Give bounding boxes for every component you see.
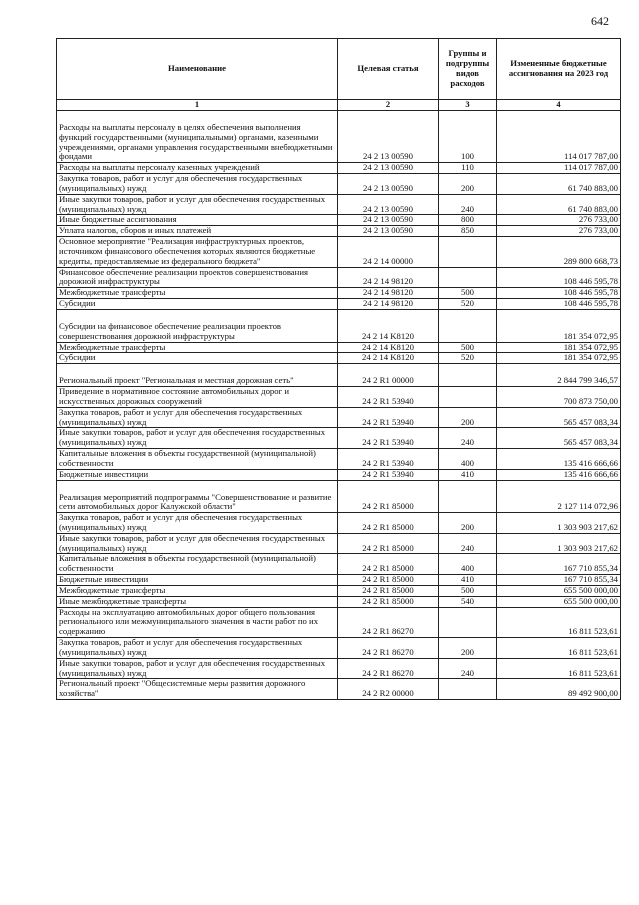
row-target-code: 24 2 14 98120 <box>338 267 439 288</box>
row-target-code: 24 2 R1 53940 <box>338 387 439 408</box>
row-target-code: 24 2 R1 85000 <box>338 554 439 575</box>
table-row <box>57 575 621 586</box>
row-target-code: 24 2 13 00590 <box>338 194 439 215</box>
row-name: Реализация мероприятий подпрограммы "Совершенствование и развитие сети автомобильных дорог Калужской области" <box>57 480 338 513</box>
row-amount: 565 457 083,34 <box>497 407 621 428</box>
row-target-code: 24 2 R1 00000 <box>338 364 439 387</box>
header-code: Целевая статья <box>338 39 439 100</box>
row-target-code: 24 2 14 00000 <box>338 237 439 267</box>
row-amount: 61 740 883,00 <box>497 174 621 195</box>
row-expense-group: 200 <box>439 174 497 195</box>
row-expense-group <box>439 480 497 513</box>
row-amount: 276 733,00 <box>497 226 621 237</box>
row-amount: 2 127 114 072,96 <box>497 480 621 513</box>
row-amount: 655 500 000,00 <box>497 585 621 596</box>
row-expense-group: 240 <box>439 533 497 554</box>
row-name: Уплата налогов, сборов и иных платежей <box>57 226 338 237</box>
table-row <box>57 407 621 428</box>
column-number: 2 <box>338 100 439 111</box>
row-name: Расходы на выплаты персоналу в целях обеспечения выполнения функций государственными (муниципальными) органами, казенными учреждениями, органами управления государственными внебюджетными фондами <box>57 111 338 163</box>
table-row <box>57 428 621 449</box>
row-amount: 1 303 903 217,62 <box>497 513 621 534</box>
table-row <box>57 513 621 534</box>
row-name: Субсидии <box>57 353 338 364</box>
row-amount: 108 446 595,78 <box>497 299 621 310</box>
table-row <box>57 533 621 554</box>
row-expense-group: 520 <box>439 353 497 364</box>
row-expense-group <box>439 309 497 342</box>
row-expense-group: 540 <box>439 596 497 607</box>
row-expense-group: 850 <box>439 226 497 237</box>
row-amount: 61 740 883,00 <box>497 194 621 215</box>
budget-table <box>56 38 621 700</box>
table-row <box>57 288 621 299</box>
row-expense-group <box>439 364 497 387</box>
row-amount: 135 416 666,66 <box>497 469 621 480</box>
row-name: Региональный проект "Общесистемные меры развития дорожного хозяйства" <box>57 679 338 700</box>
row-expense-group: 240 <box>439 194 497 215</box>
row-amount: 167 710 855,34 <box>497 554 621 575</box>
row-name: Финансовое обеспечение реализации проектов совершенствования дорожной инфраструктуры <box>57 267 338 288</box>
table-row <box>57 163 621 174</box>
header-group: Группы и подгруппы видов расходов <box>439 39 497 100</box>
row-name: Расходы на эксплуатацию автомобильных дорог общего пользования регионального или межмуниципального значения в части работ по их содержанию <box>57 607 338 637</box>
column-number: 1 <box>57 100 338 111</box>
row-name: Бюджетные инвестиции <box>57 575 338 586</box>
column-number: 3 <box>439 100 497 111</box>
table-row <box>57 364 621 387</box>
row-amount: 114 017 787,00 <box>497 111 621 163</box>
table-row <box>57 387 621 408</box>
row-name: Субсидии на финансовое обеспечение реализации проектов совершенствования дорожной инфраструктуры <box>57 309 338 342</box>
row-expense-group: 400 <box>439 449 497 470</box>
row-target-code: 24 2 13 00590 <box>338 174 439 195</box>
row-target-code: 24 2 R1 85000 <box>338 513 439 534</box>
table-row <box>57 215 621 226</box>
row-target-code: 24 2 R1 85000 <box>338 596 439 607</box>
row-expense-group: 200 <box>439 513 497 534</box>
row-expense-group: 110 <box>439 163 497 174</box>
table-row <box>57 596 621 607</box>
row-target-code: 24 2 13 00590 <box>338 226 439 237</box>
row-expense-group <box>439 607 497 637</box>
row-amount: 108 446 595,78 <box>497 288 621 299</box>
row-amount: 114 017 787,00 <box>497 163 621 174</box>
row-amount: 181 354 072,95 <box>497 342 621 353</box>
row-amount: 181 354 072,95 <box>497 309 621 342</box>
header-name: Наименование <box>57 39 338 100</box>
row-amount: 16 811 523,61 <box>497 607 621 637</box>
row-name: Межбюджетные трансферты <box>57 342 338 353</box>
row-target-code: 24 2 14 K8120 <box>338 309 439 342</box>
table-row <box>57 469 621 480</box>
table-row <box>57 353 621 364</box>
row-amount: 89 492 900,00 <box>497 679 621 700</box>
row-name: Капитальные вложения в объекты государственной (муниципальной) собственности <box>57 449 338 470</box>
row-name: Иные межбюджетные трансферты <box>57 596 338 607</box>
row-expense-group: 500 <box>439 585 497 596</box>
table-row <box>57 585 621 596</box>
table-row <box>57 480 621 513</box>
table-row <box>57 679 621 700</box>
row-name: Межбюджетные трансферты <box>57 585 338 596</box>
row-amount: 181 354 072,95 <box>497 353 621 364</box>
row-target-code: 24 2 R1 86270 <box>338 607 439 637</box>
row-amount: 289 800 668,73 <box>497 237 621 267</box>
table-row <box>57 658 621 679</box>
row-name: Основное мероприятие "Реализация инфраструктурных проектов, источником финансового обеспечения которых являются бюджетные кредиты, предоставляемые из федерального бюджета" <box>57 237 338 267</box>
row-name: Иные закупки товаров, работ и услуг для обеспечения государственных (муниципальных) нужд <box>57 658 338 679</box>
row-amount: 167 710 855,34 <box>497 575 621 586</box>
row-name: Межбюджетные трансферты <box>57 288 338 299</box>
table-row <box>57 638 621 659</box>
row-target-code: 24 2 14 98120 <box>338 299 439 310</box>
row-amount: 2 844 799 346,57 <box>497 364 621 387</box>
row-expense-group: 100 <box>439 111 497 163</box>
row-expense-group <box>439 387 497 408</box>
row-amount: 108 446 595,78 <box>497 267 621 288</box>
table-row <box>57 237 621 267</box>
header-amount: Измененные бюджетные ассигнования на 2023 год <box>497 39 621 100</box>
row-amount: 700 873 750,00 <box>497 387 621 408</box>
row-expense-group: 500 <box>439 342 497 353</box>
row-target-code: 24 2 R1 86270 <box>338 638 439 659</box>
table-row <box>57 226 621 237</box>
row-expense-group: 800 <box>439 215 497 226</box>
row-target-code: 24 2 R1 53940 <box>338 449 439 470</box>
row-target-code: 24 2 R1 53940 <box>338 407 439 428</box>
table-row <box>57 267 621 288</box>
row-target-code: 24 2 R1 86270 <box>338 658 439 679</box>
row-amount: 276 733,00 <box>497 215 621 226</box>
row-name: Закупка товаров, работ и услуг для обеспечения государственных (муниципальных) нужд <box>57 174 338 195</box>
row-expense-group: 240 <box>439 658 497 679</box>
row-name: Приведение в нормативное состояние автомобильных дорог и искусственных дорожных сооружений <box>57 387 338 408</box>
row-name: Иные бюджетные ассигнования <box>57 215 338 226</box>
column-number: 4 <box>497 100 621 111</box>
row-name: Региональный проект "Региональная и местная дорожная сеть" <box>57 364 338 387</box>
table-row <box>57 174 621 195</box>
row-name: Иные закупки товаров, работ и услуг для обеспечения государственных (муниципальных) нужд <box>57 428 338 449</box>
row-expense-group <box>439 679 497 700</box>
row-expense-group: 500 <box>439 288 497 299</box>
row-expense-group: 200 <box>439 638 497 659</box>
table-body <box>57 111 621 700</box>
page-number: 642 <box>591 14 609 28</box>
row-target-code: 24 2 R1 85000 <box>338 533 439 554</box>
table-row <box>57 607 621 637</box>
row-target-code: 24 2 R1 53940 <box>338 428 439 449</box>
row-name: Иные закупки товаров, работ и услуг для обеспечения государственных (муниципальных) нужд <box>57 194 338 215</box>
table-row <box>57 554 621 575</box>
row-expense-group <box>439 237 497 267</box>
row-target-code: 24 2 R1 85000 <box>338 585 439 596</box>
table-row <box>57 449 621 470</box>
row-expense-group: 240 <box>439 428 497 449</box>
row-name: Закупка товаров, работ и услуг для обеспечения государственных (муниципальных) нужд <box>57 407 338 428</box>
row-target-code: 24 2 14 98120 <box>338 288 439 299</box>
row-amount: 655 500 000,00 <box>497 596 621 607</box>
row-name: Субсидии <box>57 299 338 310</box>
row-target-code: 24 2 R1 85000 <box>338 480 439 513</box>
row-name: Бюджетные инвестиции <box>57 469 338 480</box>
table-header <box>57 39 621 111</box>
row-name: Капитальные вложения в объекты государственной (муниципальной) собственности <box>57 554 338 575</box>
row-target-code: 24 2 13 00590 <box>338 215 439 226</box>
row-target-code: 24 2 13 00590 <box>338 163 439 174</box>
table-row <box>57 342 621 353</box>
row-name: Закупка товаров, работ и услуг для обеспечения государственных (муниципальных) нужд <box>57 638 338 659</box>
row-target-code: 24 2 14 K8120 <box>338 353 439 364</box>
row-expense-group: 200 <box>439 407 497 428</box>
row-expense-group: 410 <box>439 575 497 586</box>
row-expense-group: 520 <box>439 299 497 310</box>
row-expense-group: 400 <box>439 554 497 575</box>
row-target-code: 24 2 R1 53940 <box>338 469 439 480</box>
row-amount: 16 811 523,61 <box>497 658 621 679</box>
row-name: Расходы на выплаты персоналу казенных учреждений <box>57 163 338 174</box>
table-row <box>57 299 621 310</box>
row-target-code: 24 2 R1 85000 <box>338 575 439 586</box>
row-amount: 565 457 083,34 <box>497 428 621 449</box>
row-name: Иные закупки товаров, работ и услуг для обеспечения государственных (муниципальных) нужд <box>57 533 338 554</box>
row-expense-group: 410 <box>439 469 497 480</box>
row-target-code: 24 2 13 00590 <box>338 111 439 163</box>
table-row <box>57 309 621 342</box>
table-row <box>57 111 621 163</box>
row-target-code: 24 2 R2 00000 <box>338 679 439 700</box>
row-expense-group <box>439 267 497 288</box>
table-row <box>57 194 621 215</box>
row-amount: 16 811 523,61 <box>497 638 621 659</box>
row-name: Закупка товаров, работ и услуг для обеспечения государственных (муниципальных) нужд <box>57 513 338 534</box>
row-target-code: 24 2 14 K8120 <box>338 342 439 353</box>
row-amount: 135 416 666,66 <box>497 449 621 470</box>
row-amount: 1 303 903 217,62 <box>497 533 621 554</box>
